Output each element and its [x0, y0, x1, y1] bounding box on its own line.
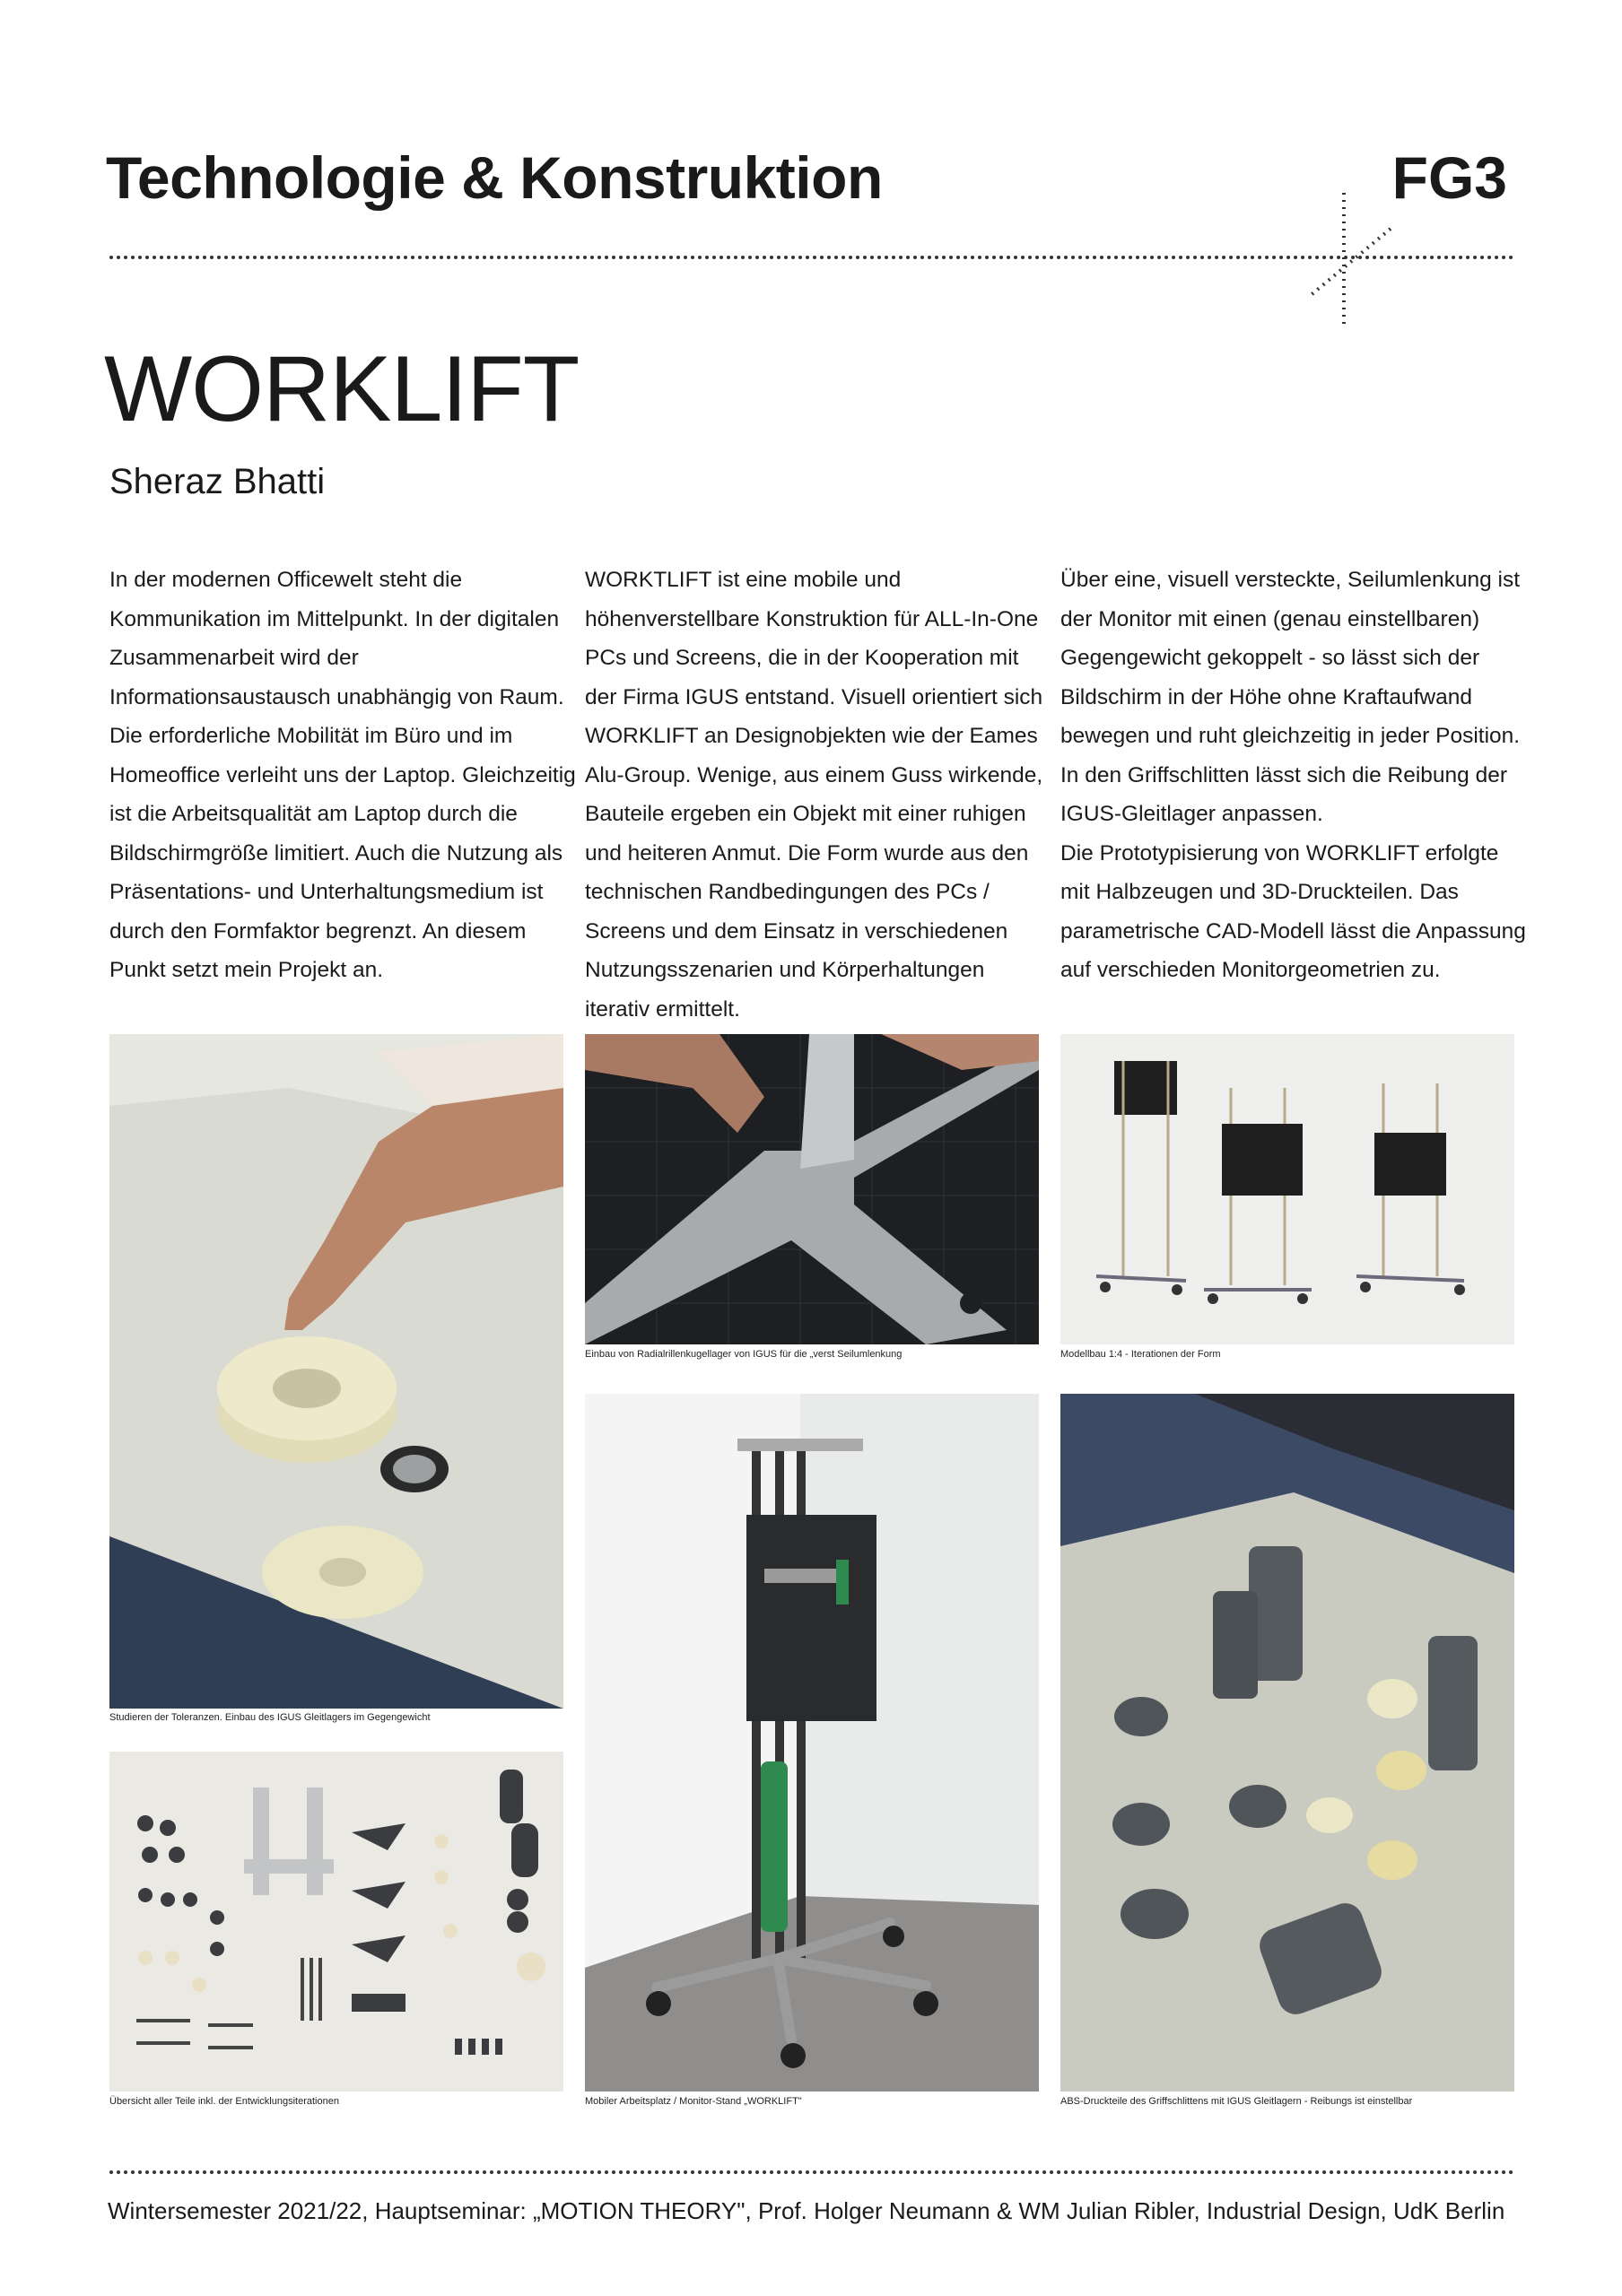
- section-title: Technologie & Konstruktion: [106, 144, 883, 211]
- caption-abs: ABS-Druckteile des Griffschlittens mit IGUS Gleitlagern - Reibungs ist einstellbar: [1060, 2096, 1413, 2107]
- crosshair-mark-icon: [1301, 193, 1408, 327]
- photo-parts-overview: [109, 1752, 563, 2092]
- photo-model: [1060, 1034, 1514, 1344]
- caption-parts: Übersicht aller Teile inkl. der Entwicklungsiterationen: [109, 2096, 339, 2107]
- caption-stand: Mobiler Arbeitsplatz / Monitor-Stand „WORKLIFT": [585, 2096, 802, 2107]
- photo-stand: [585, 1394, 1039, 2092]
- photo-bearing: [585, 1034, 1039, 1344]
- project-title: WORKLIFT: [104, 337, 580, 441]
- footer-divider: [109, 2170, 1514, 2174]
- intro-column-1: In der modernen Officewelt steht die Kommunikation im Mittelpunkt. In der digitalen Zusammenarbeit wird der Informationsaustausch unabhängig von Raum. Die erforderliche Mobilität im Büro und im Homeoffice verleiht uns der Laptop. Gleichzeitig ist die Arbeitsqualität am Laptop durch die Bildschirmgröße limitiert. Auch die Nutzung als Präsentations- und Unterhaltungsmedium ist durch den Formfaktor begrenzt. An diesem Punkt setzt mein Projekt an.: [109, 568, 576, 982]
- footer-credits: Wintersemester 2021/22, Hauptseminar: „MOTION THEORY", Prof. Holger Neumann & WM Julian Ribler, Industrial Design, UdK Berlin: [108, 2197, 1505, 2224]
- section-code: FG3: [1391, 144, 1507, 211]
- intro-column-2: WORKTLIFT ist eine mobile und höhenverstellbare Konstruktion für ALL-In-One PCs und Screens, die in der Kooperation mit der Firma IGUS entstand. Visuell orientiert sich WORKLIFT an Designobjekten wie der Eames Alu-Group. Wenige, aus einem Guss wirkende, Bauteile ergeben ein Objekt mit einer ruhigen und heiteren Anmut. Die Form wurde aus den technischen Randbedingungen des PCs / Screens und dem Einsatz in verschiedenen Nutzungsszenarien und Körperhaltungen iterativ ermittelt.: [585, 568, 1043, 1022]
- photo-abs-parts: [1060, 1394, 1514, 2092]
- photo-tolerances: [109, 1034, 563, 1709]
- caption-model: Modellbau 1:4 - Iterationen der Form: [1060, 1349, 1221, 1360]
- caption-bearing: Einbau von Radialrillenkugellager von IGUS für die „verst Seilumlenkung: [585, 1349, 903, 1360]
- author-name: Sheraz Bhatti: [109, 462, 326, 501]
- intro-column-3: Über eine, visuell versteckte, Seilumlenkung ist der Monitor mit einen (genau einstellbaren) Gegengewicht gekoppelt - so lässt sich der Bildschirm in der Höhe ohne Kraftaufwand bewegen und ruht gleichzeitig in jeder Position. In den Griffschlitten lässt sich die Reibung der IGUS-Gleitlager anpassen. Die Prototypisierung von WORKLIFT erfolgte mit Halbzeugen und 3D-Druckteilen. Das parametrische CAD-Modell lässt die Anpassung auf verschieden Monitorgeometrien zu.: [1060, 568, 1526, 982]
- caption-tolerances: Studieren der Toleranzen. Einbau des IGUS Gleitlagers im Gegengewicht: [109, 1712, 431, 1723]
